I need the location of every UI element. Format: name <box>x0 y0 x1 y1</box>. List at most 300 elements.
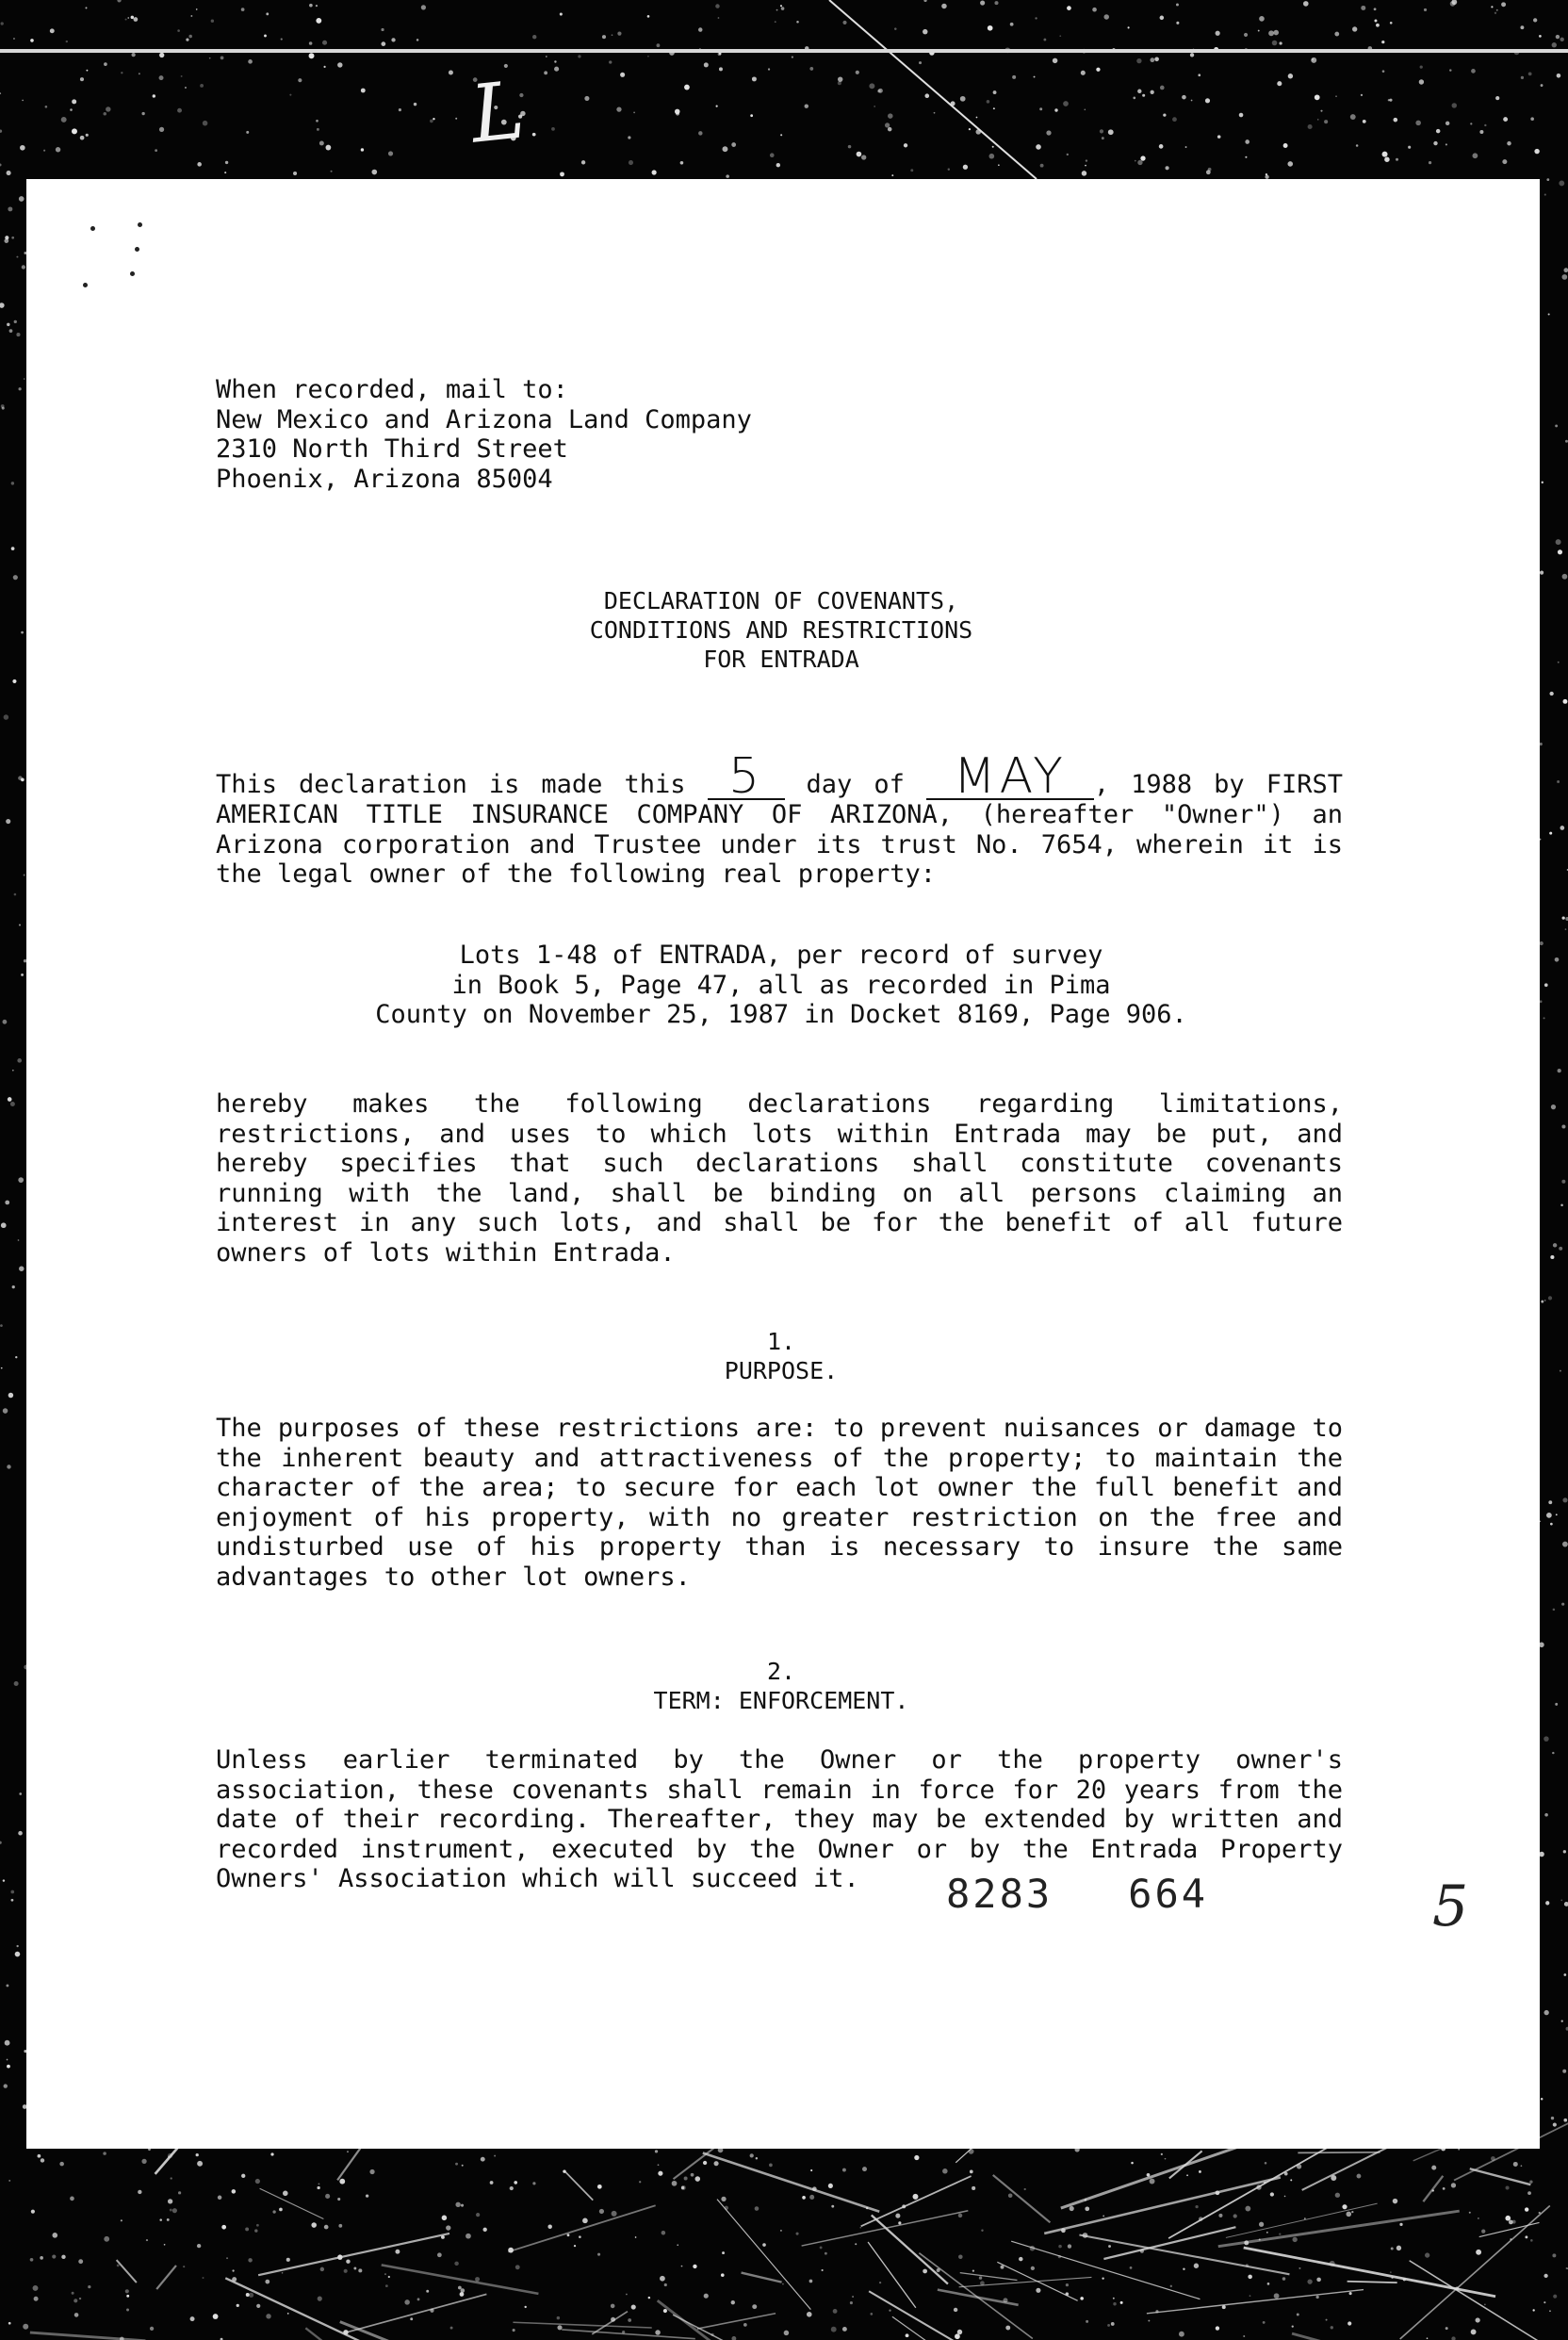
noise-speck <box>1086 2320 1088 2323</box>
noise-speck <box>59 2162 64 2167</box>
noise-speck <box>1205 98 1210 103</box>
noise-speck <box>869 83 874 89</box>
noise-speck <box>0 1324 3 1327</box>
noise-speck <box>1292 2325 1294 2327</box>
noise-speck <box>185 87 187 89</box>
noise-speck <box>750 2153 754 2157</box>
noise-speck <box>1544 1017 1545 1019</box>
noise-speck <box>672 2181 678 2186</box>
noise-speck <box>232 2189 237 2194</box>
noise-speck <box>955 2333 960 2339</box>
noise-speck <box>584 96 589 101</box>
noise-speck <box>567 2234 570 2236</box>
noise-speck <box>19 1266 24 1270</box>
noise-speck <box>612 34 613 36</box>
noise-speck <box>582 2217 588 2223</box>
noise-speck <box>662 2231 666 2235</box>
noise-speck <box>891 174 893 176</box>
noise-speck <box>371 170 377 175</box>
noise-speck <box>979 2276 982 2279</box>
noise-speck <box>1195 2205 1198 2208</box>
intro-paragraph <box>216 748 1343 890</box>
noise-speck <box>1553 1609 1556 1612</box>
noise-speck <box>1350 114 1356 120</box>
noise-speck <box>454 2262 458 2266</box>
noise-speck <box>660 2276 665 2282</box>
noise-speck <box>232 2269 234 2271</box>
noise-speck <box>22 265 25 269</box>
noise-speck <box>809 2195 814 2200</box>
noise-speck <box>780 134 782 136</box>
noise-speck <box>1287 161 1293 167</box>
noise-speck <box>647 56 649 57</box>
noise-speck <box>213 2314 219 2319</box>
noise-speck <box>1396 158 1398 161</box>
noise-speck <box>1259 2222 1264 2227</box>
noise-speck <box>1541 84 1544 87</box>
noise-speck <box>8 2322 11 2325</box>
noise-speck <box>1530 117 1534 121</box>
noise-speck <box>1163 113 1166 116</box>
handwritten-month: MAY <box>953 748 1067 805</box>
noise-speck <box>178 2191 181 2194</box>
noise-speck <box>1471 69 1476 74</box>
noise-speck <box>8 206 12 211</box>
noise-speck <box>831 2205 834 2208</box>
noise-speck <box>13 38 15 40</box>
noise-speck <box>6 819 10 824</box>
noise-speck <box>1036 144 1041 150</box>
noise-speck <box>318 2183 320 2185</box>
noise-speck <box>211 20 214 23</box>
noise-speck <box>248 2258 252 2262</box>
noise-speck <box>784 2331 790 2336</box>
noise-speck <box>1557 780 1560 783</box>
declaration-paragraph: hereby makes the following declarations regarding limitations, restrictions, and uses to which lots within Entrada may be put, and hereby specifies that such declarations shall constitute covenants running with the land, shall be binding on all persons claiming an interest in any such lots, and shall be for the benefit of all future owners of lots within Entrada. <box>216 1089 1343 1268</box>
noise-speck <box>691 2173 694 2177</box>
noise-speck <box>1491 6 1493 8</box>
noise-speck <box>1166 166 1169 170</box>
noise-speck <box>167 2218 170 2221</box>
noise-speck <box>24 378 25 380</box>
section-number: 1. <box>766 1328 796 1355</box>
noise-speck <box>611 2304 615 2309</box>
noise-speck <box>293 172 297 175</box>
noise-speck <box>1555 424 1558 427</box>
noise-speck <box>888 113 893 119</box>
noise-speck <box>361 89 366 93</box>
noise-speck <box>7 171 11 175</box>
noise-speck <box>1546 1513 1552 1518</box>
noise-speck <box>1381 41 1384 43</box>
noise-speck <box>1539 35 1542 38</box>
noise-speck <box>1560 1900 1562 1902</box>
noise-speck <box>554 60 556 62</box>
noise-speck <box>1361 94 1363 96</box>
noise-speck <box>652 170 657 174</box>
noise-speck <box>1142 94 1145 97</box>
noise-speck <box>1478 2217 1479 2219</box>
noise-speck <box>462 2165 464 2167</box>
noise-speck <box>1283 143 1288 148</box>
noise-speck <box>139 73 140 74</box>
noise-speck <box>1331 2326 1333 2329</box>
noise-speck <box>628 136 630 139</box>
noise-speck <box>369 2169 374 2174</box>
noise-speck <box>831 2327 837 2332</box>
noise-speck <box>1274 2293 1280 2299</box>
noise-speck <box>1335 2193 1340 2198</box>
noise-speck <box>226 2257 228 2259</box>
mail-to-line: When recorded, mail to: <box>216 375 568 404</box>
noise-speck <box>106 106 110 111</box>
noise-speck <box>1433 141 1437 145</box>
noise-speck <box>437 2252 442 2257</box>
noise-speck <box>1182 95 1186 100</box>
noise-speck <box>1509 2220 1513 2225</box>
noise-speck <box>1348 2321 1351 2325</box>
noise-speck <box>910 169 913 172</box>
noise-speck <box>1506 2186 1510 2190</box>
noise-speck <box>878 89 883 93</box>
noise-speck <box>1102 137 1104 139</box>
noise-speck <box>647 15 650 18</box>
noise-speck <box>1019 2257 1022 2261</box>
noise-speck <box>146 2239 148 2241</box>
noise-speck <box>923 29 927 34</box>
noise-speck <box>0 164 2 167</box>
noise-speck <box>475 2277 480 2282</box>
noise-speck <box>320 2267 324 2271</box>
noise-speck <box>170 2209 172 2212</box>
noise-speck <box>317 128 319 131</box>
noise-speck <box>125 19 127 21</box>
noise-speck <box>8 2180 10 2182</box>
noise-speck <box>599 2209 604 2214</box>
noise-speck <box>809 2280 813 2283</box>
noise-speck <box>1562 574 1568 580</box>
noise-speck <box>1556 539 1561 545</box>
noise-speck <box>125 2289 129 2293</box>
noise-speck <box>1534 149 1539 154</box>
noise-speck <box>19 924 21 925</box>
handwritten-corner-mark: L <box>466 63 529 161</box>
noise-speck <box>416 39 419 41</box>
noise-speck <box>3 1020 8 1024</box>
noise-speck <box>1172 117 1177 122</box>
noise-speck <box>888 127 892 132</box>
noise-speck <box>969 128 971 130</box>
noise-speck <box>337 2198 340 2201</box>
noise-speck <box>1424 8 1427 11</box>
noise-speck <box>1563 1973 1566 1976</box>
noise-speck <box>833 2309 838 2314</box>
noise-speck <box>1346 2212 1351 2217</box>
noise-speck <box>311 2222 317 2228</box>
noise-speck <box>1128 26 1130 28</box>
noise-speck <box>546 56 547 57</box>
noise-speck <box>366 2195 368 2198</box>
noise-speck <box>1199 2170 1201 2173</box>
noise-speck <box>256 2224 259 2227</box>
noise-speck <box>885 123 890 127</box>
noise-speck <box>0 303 5 308</box>
noise-speck <box>399 108 401 111</box>
noise-speck <box>1292 2237 1297 2242</box>
noise-speck <box>7 323 9 326</box>
noise-speck <box>1561 1180 1565 1184</box>
noise-speck <box>1160 16 1165 21</box>
term-paragraph: Unless earlier terminated by the Owner or the property owner's association, these covenants shall remain in force for 20 years from the date of their recording. Thereafter, they may be extended by written and recorded instrument, executed by the Owner or by the Entrada Property Owners' Association which will succeed it. <box>216 1745 1343 1893</box>
noise-speck <box>898 2221 901 2224</box>
noise-speck <box>241 2174 245 2178</box>
noise-speck <box>1183 2267 1184 2269</box>
noise-speck <box>1565 928 1567 930</box>
noise-speck <box>1391 2248 1394 2250</box>
noise-speck <box>1 1367 3 1369</box>
noise-speck <box>14 320 17 323</box>
noise-speck <box>889 2310 890 2312</box>
noise-speck <box>218 2196 221 2200</box>
noise-speck <box>639 2181 641 2183</box>
scratch-line <box>997 2262 1077 2300</box>
noise-speck <box>1108 2245 1111 2248</box>
noise-speck <box>1 1222 7 1228</box>
noise-speck <box>914 2155 919 2160</box>
noise-speck <box>458 2286 462 2290</box>
noise-speck <box>9 329 13 333</box>
noise-speck <box>1361 6 1365 10</box>
noise-speck <box>776 163 780 167</box>
noise-speck <box>626 2294 628 2296</box>
noise-speck <box>704 2294 709 2299</box>
noise-speck <box>820 2246 823 2249</box>
noise-speck <box>1008 2193 1013 2198</box>
noise-speck <box>224 172 226 173</box>
noise-speck <box>1530 2239 1533 2242</box>
noise-speck <box>289 94 291 96</box>
noise-speck <box>942 2168 948 2174</box>
noise-speck <box>1154 57 1159 61</box>
title-line: CONDITIONS AND RESTRICTIONS <box>589 616 973 644</box>
noise-speck <box>1560 1203 1563 1206</box>
noise-speck <box>895 2214 900 2218</box>
noise-speck <box>385 2284 388 2287</box>
noise-speck <box>4 714 8 719</box>
noise-speck <box>248 59 253 64</box>
noise-speck <box>663 2309 667 2313</box>
noise-speck <box>1429 161 1431 164</box>
noise-speck <box>1471 2329 1477 2334</box>
noise-speck <box>578 55 580 57</box>
noise-speck <box>1446 122 1449 125</box>
noise-speck <box>1408 146 1411 149</box>
noise-speck <box>574 2245 576 2247</box>
noise-speck <box>1382 70 1385 73</box>
noise-speck <box>597 2185 602 2189</box>
noise-speck <box>381 28 384 31</box>
noise-speck <box>388 151 393 155</box>
noise-speck <box>4 2084 8 2087</box>
noise-speck <box>171 2177 172 2179</box>
noise-speck <box>246 131 249 134</box>
noise-speck <box>1248 2275 1252 2280</box>
noise-speck <box>1349 2292 1352 2295</box>
noise-speck <box>33 2285 39 2291</box>
noise-speck <box>249 2293 253 2298</box>
noise-speck <box>635 2236 637 2238</box>
noise-speck <box>450 2327 453 2330</box>
noise-speck <box>16 256 18 258</box>
noise-speck <box>18 1831 23 1836</box>
noise-speck <box>181 75 183 77</box>
noise-speck <box>241 8 245 11</box>
noise-speck <box>197 2244 201 2248</box>
noise-speck <box>510 2186 514 2190</box>
noise-speck <box>1363 120 1366 123</box>
noise-speck <box>776 9 778 11</box>
noise-speck <box>993 107 995 109</box>
noise-speck <box>718 17 720 19</box>
noise-speck <box>1324 120 1328 123</box>
noise-speck <box>1544 1736 1548 1741</box>
noise-speck <box>121 2219 122 2221</box>
day-blank <box>708 748 785 805</box>
noise-speck <box>430 120 433 123</box>
noise-speck <box>721 2197 726 2201</box>
noise-speck <box>1479 130 1483 134</box>
intro-text: This declaration is made this <box>216 770 686 799</box>
mail-to-address <box>216 375 752 494</box>
noise-speck <box>150 2327 154 2331</box>
noise-speck <box>1472 153 1478 158</box>
noise-speck <box>1541 1301 1544 1303</box>
noise-speck <box>190 2316 195 2321</box>
noise-speck <box>1277 81 1282 86</box>
noise-speck <box>1496 9 1498 11</box>
noise-speck <box>254 2229 257 2232</box>
noise-speck <box>466 2234 471 2239</box>
scratch-line <box>117 2260 137 2283</box>
scratch-line <box>156 2266 176 2289</box>
noise-speck <box>1549 2310 1551 2312</box>
noise-speck <box>237 2304 239 2307</box>
noise-speck <box>384 2273 386 2275</box>
intro-text: day of <box>806 770 905 799</box>
noise-speck <box>994 1 998 5</box>
noise-speck <box>52 2233 57 2238</box>
noise-speck <box>828 2184 833 2188</box>
noise-speck <box>809 67 813 71</box>
noise-speck <box>547 2224 551 2228</box>
noise-speck <box>1527 2191 1531 2195</box>
noise-speck <box>752 76 757 81</box>
noise-speck <box>183 2266 185 2267</box>
noise-speck <box>1063 101 1069 106</box>
noise-speck <box>1563 699 1568 704</box>
noise-speck <box>721 2273 725 2277</box>
scratch-line <box>1218 2211 1460 2247</box>
noise-speck <box>19 196 24 202</box>
noise-speck <box>1024 2188 1026 2190</box>
noise-speck <box>1113 2298 1115 2299</box>
noise-speck <box>1092 8 1097 12</box>
noise-speck <box>631 2304 636 2309</box>
noise-speck <box>433 118 434 120</box>
noise-speck <box>1100 129 1103 133</box>
noise-speck <box>1553 2122 1557 2126</box>
noise-speck <box>245 2227 249 2231</box>
noise-speck <box>1540 941 1544 945</box>
noise-speck <box>852 2296 854 2298</box>
noise-speck <box>1540 1000 1543 1003</box>
noise-speck <box>1560 38 1563 41</box>
noise-speck <box>1085 2206 1089 2211</box>
noise-speck <box>719 67 723 71</box>
noise-speck <box>1150 2179 1155 2185</box>
noise-speck <box>1552 42 1557 47</box>
noise-speck <box>159 53 164 57</box>
noise-speck <box>1311 57 1316 63</box>
noise-speck <box>1034 76 1036 78</box>
noise-speck <box>695 2176 701 2182</box>
noise-speck <box>24 874 25 875</box>
noise-speck <box>21 778 24 782</box>
noise-speck <box>1548 1500 1552 1504</box>
noise-speck <box>11 547 15 550</box>
noise-speck <box>1297 2314 1299 2316</box>
noise-speck <box>1560 826 1564 830</box>
noise-speck <box>203 2277 204 2279</box>
noise-speck <box>1548 313 1550 315</box>
noise-speck <box>316 5 318 7</box>
noise-speck <box>1427 2337 1429 2339</box>
noise-speck <box>88 2285 90 2288</box>
noise-speck <box>1151 90 1154 94</box>
noise-speck <box>1191 100 1193 102</box>
noise-speck <box>1351 2211 1353 2213</box>
noise-speck <box>79 2298 81 2299</box>
noise-speck <box>714 2161 719 2166</box>
noise-speck <box>5 2040 10 2046</box>
noise-speck <box>141 112 144 115</box>
noise-speck <box>856 71 859 74</box>
noise-speck <box>972 2270 974 2272</box>
noise-speck <box>1513 2162 1518 2167</box>
noise-speck <box>40 2256 43 2260</box>
noise-speck <box>1031 2266 1035 2270</box>
noise-speck <box>221 2225 226 2230</box>
noise-speck <box>1553 2295 1557 2299</box>
noise-speck <box>1505 2216 1511 2221</box>
noise-speck <box>1217 135 1221 139</box>
noise-speck <box>1552 2253 1556 2257</box>
noise-speck <box>857 152 862 157</box>
noise-speck <box>981 2230 983 2232</box>
noise-speck <box>684 85 690 90</box>
noise-speck <box>7 2059 8 2061</box>
noise-speck <box>126 2309 129 2312</box>
noise-speck <box>8 1393 14 1399</box>
noise-speck <box>1431 2166 1436 2170</box>
noise-speck <box>1137 160 1142 165</box>
noise-speck <box>1544 2274 1547 2278</box>
noise-speck <box>1250 2295 1251 2297</box>
noise-speck <box>657 43 661 47</box>
noise-speck <box>255 2179 260 2184</box>
scan-border-line <box>0 49 1568 53</box>
noise-speck <box>1263 2321 1266 2324</box>
